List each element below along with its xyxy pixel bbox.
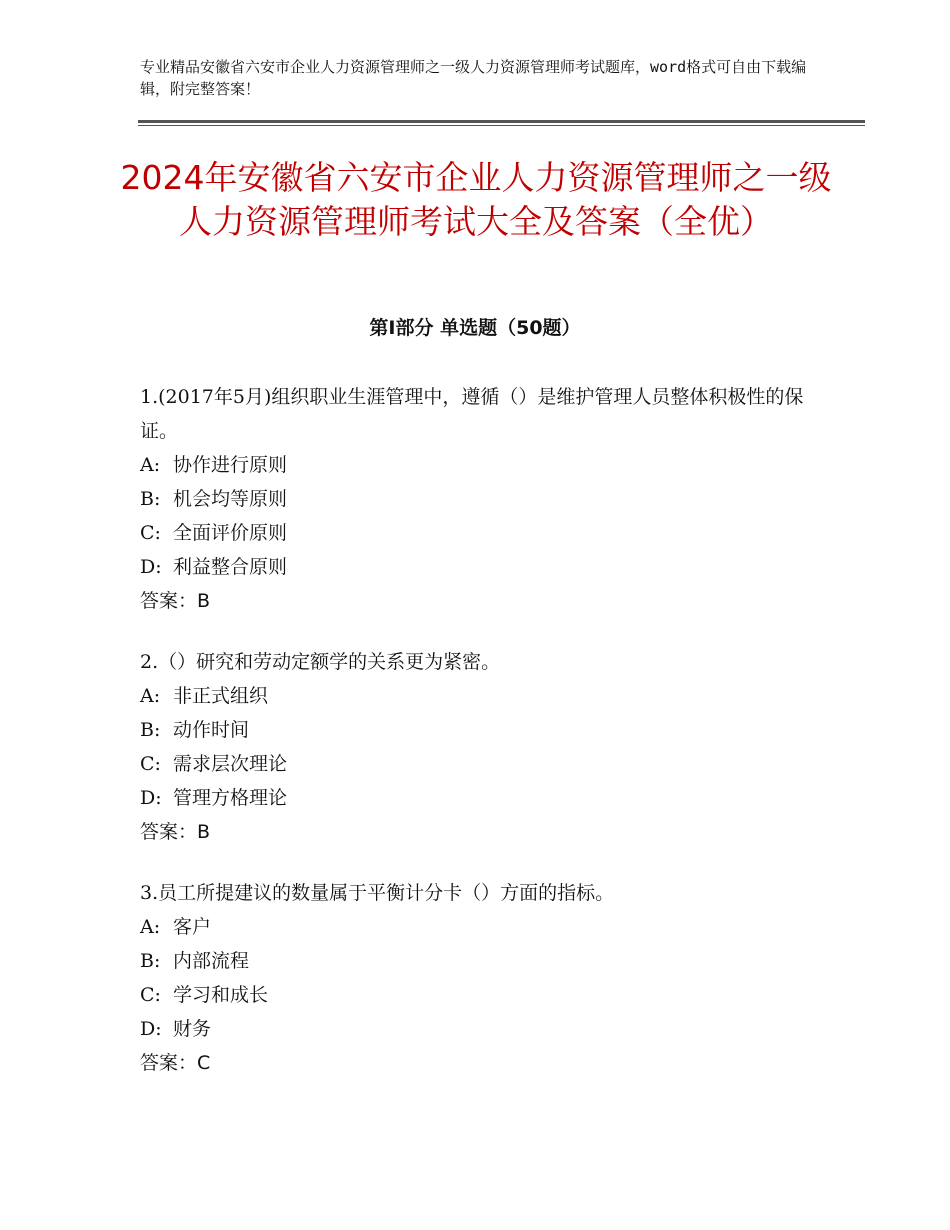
option-c [140,747,820,781]
option-b [140,713,820,747]
option-d [140,550,820,584]
option-text: 内部流程 [173,950,250,972]
option-a [140,910,820,944]
answer-line [140,1046,820,1080]
question-1 [140,380,820,618]
option-letter: B: [140,950,161,972]
option-text: 动作时间 [173,719,250,741]
header-note: 专业精品安徽省六安市企业人力资源管理师之一级人力资源管理师考试题库，word格式可自由下载编辑，附完整答案！ [140,58,807,98]
document-title: 2024年安徽省六安市企业人力资源管理师之一级人力资源管理师考试大全及答案（全优） [120,158,832,241]
answer-value: B [197,590,211,612]
option-text: 财务 [173,1018,212,1040]
option-text: 非正式组织 [173,685,269,707]
option-letter: C: [140,984,161,1006]
option-text: 管理方格理论 [173,787,288,809]
option-letter: A: [140,685,161,707]
option-letter: D: [140,787,162,809]
question-3 [140,876,820,1080]
header-divider-thin [138,125,865,126]
option-letter: D: [140,556,162,578]
option-text: 学习和成长 [173,984,269,1006]
answer-label: 答案： [140,590,198,612]
header-divider-thick [138,120,865,123]
option-d [140,781,820,815]
answer-line [140,584,820,618]
answer-line [140,815,820,849]
option-letter: C: [140,522,161,544]
option-text: 利益整合原则 [173,556,288,578]
option-b [140,944,820,978]
question-2 [140,645,820,849]
option-c [140,978,820,1012]
question-stem: 2.（）研究和劳动定额学的关系更为紧密。 [140,651,501,673]
option-text: 客户 [173,916,212,938]
question-stem: 3.员工所提建议的数量属于平衡计分卡（）方面的指标。 [140,882,615,904]
option-letter: A: [140,454,161,476]
option-letter: A: [140,916,161,938]
option-text: 全面评价原则 [173,522,288,544]
option-letter: D: [140,1018,162,1040]
answer-label: 答案： [140,1052,198,1074]
option-c [140,516,820,550]
option-a [140,679,820,713]
question-list [140,380,820,1107]
option-letter: B: [140,719,161,741]
option-b [140,482,820,516]
section-heading: 第Ⅰ部分 单选题（50题） [369,317,581,339]
option-text: 需求层次理论 [173,753,288,775]
question-stem: 1.(2017年5月)组织职业生涯管理中，遵循（）是维护管理人员整体积极性的保证。 [140,386,804,442]
option-d [140,1012,820,1046]
answer-value: C [197,1052,211,1074]
option-letter: C: [140,753,161,775]
answer-label: 答案： [140,821,198,843]
option-text: 机会均等原则 [173,488,288,510]
option-letter: B: [140,488,161,510]
option-text: 协作进行原则 [173,454,288,476]
answer-value: B [197,821,211,843]
option-a [140,448,820,482]
